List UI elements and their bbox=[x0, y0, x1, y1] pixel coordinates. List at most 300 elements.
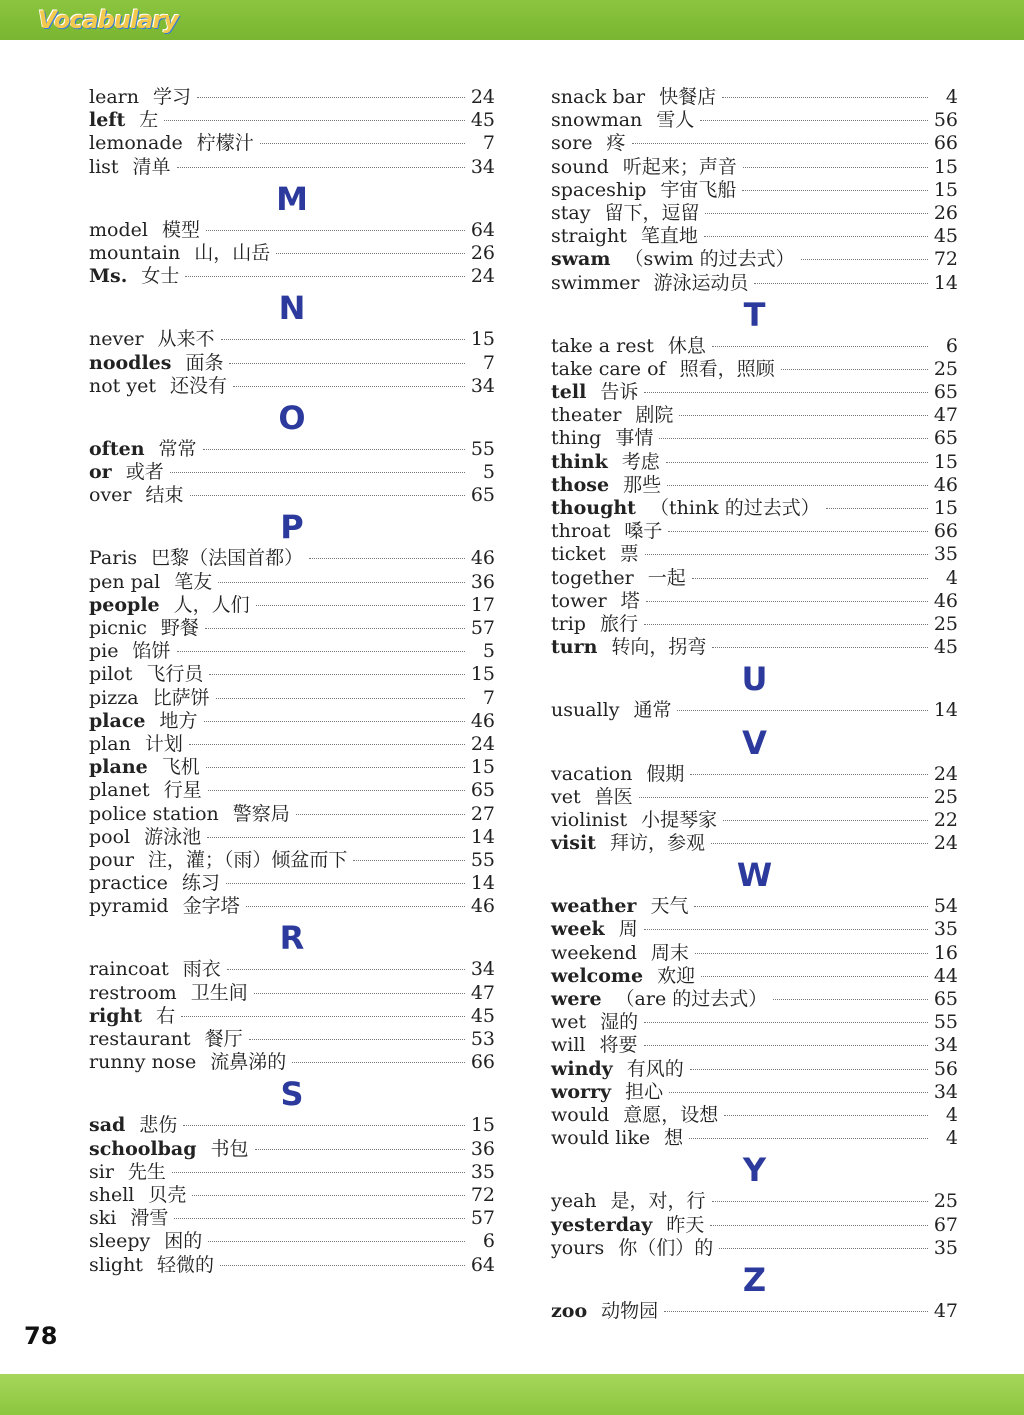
entry-page: 25 bbox=[933, 1190, 958, 1213]
entry-meaning: 兽医 bbox=[594, 785, 633, 808]
entry-meaning: 拜访，参观 bbox=[609, 832, 705, 855]
vocabulary-entry bbox=[551, 179, 958, 202]
entry-meaning: 女士 bbox=[141, 265, 180, 288]
entry-meaning: 计划 bbox=[144, 732, 183, 755]
dot-leader bbox=[668, 531, 927, 532]
entry-meaning: 比萨饼 bbox=[152, 686, 210, 709]
entry-word: were bbox=[551, 988, 602, 1010]
entry-page: 14 bbox=[933, 699, 958, 722]
vocabulary-entry bbox=[89, 1051, 495, 1074]
dot-leader bbox=[183, 1125, 465, 1126]
entry-word: often bbox=[89, 437, 145, 460]
vocabulary-entry bbox=[551, 786, 958, 809]
dot-leader bbox=[255, 1149, 465, 1150]
dot-leader bbox=[170, 472, 465, 473]
entry-page: 35 bbox=[470, 1160, 495, 1183]
section-letter: O bbox=[278, 398, 306, 437]
entry-word: yours bbox=[551, 1236, 605, 1259]
entry-meaning: 假期 bbox=[646, 762, 685, 785]
entry-page: 24 bbox=[933, 832, 958, 855]
vocabulary-entry bbox=[89, 663, 495, 686]
entry-meaning: 那些 bbox=[623, 473, 662, 496]
vocabulary-entry bbox=[551, 763, 958, 786]
entry-meaning: 雪人 bbox=[656, 109, 695, 132]
entry-meaning: 警察局 bbox=[232, 802, 290, 825]
entry-word: week bbox=[551, 918, 605, 941]
dot-leader bbox=[646, 601, 928, 602]
vocabulary-entry bbox=[89, 756, 495, 779]
entry-page: 15 bbox=[470, 1114, 495, 1137]
entry-word: pool bbox=[89, 825, 131, 848]
section-letter: T bbox=[743, 295, 766, 334]
entry-word: will bbox=[551, 1034, 586, 1057]
entry-page: 14 bbox=[470, 825, 495, 848]
entry-meaning: 剧院 bbox=[635, 404, 674, 427]
dot-leader bbox=[666, 462, 928, 463]
dot-leader bbox=[645, 554, 928, 555]
dot-leader bbox=[164, 120, 465, 121]
entry-page: 24 bbox=[470, 86, 495, 108]
vocabulary-entry bbox=[89, 265, 495, 288]
entry-word: windy bbox=[551, 1057, 613, 1080]
entry-word: right bbox=[89, 1004, 143, 1027]
dot-leader bbox=[229, 363, 465, 364]
entry-word: ski bbox=[89, 1207, 117, 1230]
entry-meaning: 票 bbox=[619, 543, 639, 566]
entry-page: 5 bbox=[482, 640, 495, 663]
entry-page: 55 bbox=[470, 848, 495, 871]
dot-leader bbox=[204, 721, 465, 722]
entry-meaning: 清单 bbox=[132, 155, 171, 178]
entry-word: plane bbox=[89, 756, 148, 779]
entry-page: 35 bbox=[933, 1236, 958, 1259]
entry-word: snowman bbox=[551, 109, 643, 132]
vocabulary-entry bbox=[89, 872, 495, 895]
entry-word: worry bbox=[551, 1080, 612, 1103]
entry-word: police station bbox=[89, 802, 219, 825]
entry-meaning: 结束 bbox=[145, 484, 184, 507]
entry-page: 25 bbox=[933, 612, 958, 635]
entry-word: restaurant bbox=[89, 1028, 191, 1050]
vocabulary-entry bbox=[551, 86, 958, 109]
entry-word: over bbox=[89, 484, 132, 507]
entry-page: 47 bbox=[933, 404, 958, 427]
entry-word: spaceship bbox=[551, 178, 647, 201]
entry-word: tower bbox=[551, 589, 607, 612]
entry-meaning: 滑雪 bbox=[130, 1207, 169, 1230]
dot-leader bbox=[203, 449, 465, 450]
entry-meaning: 告诉 bbox=[600, 381, 639, 404]
entry-meaning: 将要 bbox=[599, 1034, 638, 1057]
vocabulary-entry bbox=[551, 272, 958, 295]
entry-page: 25 bbox=[933, 785, 958, 808]
dot-leader bbox=[704, 236, 928, 237]
entry-meaning: 欢迎 bbox=[657, 964, 696, 987]
entry-page: 46 bbox=[933, 473, 958, 496]
dot-leader bbox=[216, 698, 465, 699]
entry-word: vacation bbox=[551, 762, 633, 785]
entry-page: 5 bbox=[482, 461, 495, 484]
entry-meaning: 轻微的 bbox=[156, 1253, 214, 1276]
vocabulary-entry bbox=[89, 1184, 495, 1207]
entry-page: 34 bbox=[470, 374, 495, 397]
vocabulary-entry bbox=[89, 461, 495, 484]
vocabulary-entry bbox=[551, 590, 958, 613]
dot-leader bbox=[712, 346, 928, 347]
entry-word: sore bbox=[551, 132, 593, 155]
entry-word: list bbox=[89, 155, 119, 178]
entry-word: tell bbox=[551, 381, 587, 404]
vocabulary-entry bbox=[89, 895, 495, 918]
entry-word: pilot bbox=[89, 663, 133, 686]
entry-word: pizza bbox=[89, 686, 139, 709]
entry-meaning: 飞行员 bbox=[146, 663, 204, 686]
vocabulary-entry bbox=[551, 636, 958, 659]
entry-word: ticket bbox=[551, 543, 606, 566]
entry-page: 66 bbox=[933, 520, 958, 543]
dot-leader bbox=[690, 774, 927, 775]
dot-leader bbox=[181, 1016, 465, 1017]
entry-page: 24 bbox=[470, 732, 495, 755]
entry-page: 35 bbox=[933, 543, 958, 566]
entry-word: restroom bbox=[89, 981, 177, 1004]
vocabulary-entry bbox=[551, 497, 958, 520]
dot-leader bbox=[692, 578, 928, 579]
entry-meaning: 担心 bbox=[625, 1080, 664, 1103]
entry-page: 4 bbox=[945, 1127, 958, 1150]
entry-page: 26 bbox=[933, 201, 958, 224]
entry-page: 47 bbox=[933, 1299, 958, 1322]
entry-meaning: 学习 bbox=[152, 86, 191, 108]
entry-word: place bbox=[89, 709, 146, 732]
entry-meaning: （swim 的过去式） bbox=[624, 248, 795, 271]
entry-page: 55 bbox=[470, 437, 495, 460]
vocabulary-entry bbox=[89, 86, 495, 109]
entry-word: visit bbox=[551, 832, 596, 855]
entry-page: 7 bbox=[482, 132, 495, 155]
entry-meaning: 悲伤 bbox=[139, 1114, 178, 1137]
entry-word: yesterday bbox=[551, 1213, 653, 1236]
entry-page: 15 bbox=[933, 155, 958, 178]
vocabulary-entry bbox=[551, 1190, 958, 1213]
entry-meaning: 快餐店 bbox=[659, 86, 717, 108]
entry-meaning: 宇宙飞船 bbox=[660, 178, 737, 201]
entry-page: 36 bbox=[470, 570, 495, 593]
entry-page: 56 bbox=[933, 109, 958, 132]
dot-leader bbox=[205, 628, 465, 629]
vocabulary-entry bbox=[89, 779, 495, 802]
dot-leader bbox=[723, 820, 928, 821]
page-number: 78 bbox=[24, 1322, 58, 1350]
dot-leader bbox=[773, 999, 928, 1000]
dot-leader bbox=[701, 976, 928, 977]
dot-leader bbox=[177, 167, 465, 168]
entry-page: 34 bbox=[470, 958, 495, 981]
vocabulary-entry bbox=[551, 202, 958, 225]
entry-page: 35 bbox=[933, 918, 958, 941]
entry-meaning: 或者 bbox=[125, 461, 164, 484]
vocabulary-entry bbox=[551, 1081, 958, 1104]
entry-word: sleepy bbox=[89, 1230, 151, 1253]
dot-leader bbox=[276, 253, 465, 254]
entry-meaning: 游泳池 bbox=[144, 825, 202, 848]
entry-meaning: 先生 bbox=[127, 1160, 166, 1183]
dot-leader bbox=[711, 843, 928, 844]
entry-page: 15 bbox=[470, 328, 495, 351]
entry-word: practice bbox=[89, 872, 168, 895]
entry-word: schoolbag bbox=[89, 1137, 197, 1160]
entry-word: usually bbox=[551, 699, 620, 722]
entry-word: turn bbox=[551, 636, 598, 659]
entry-meaning: 游泳运动员 bbox=[653, 271, 749, 294]
vocabulary-entry bbox=[89, 156, 495, 179]
vocabulary-entry bbox=[551, 1127, 958, 1150]
entry-page: 14 bbox=[933, 271, 958, 294]
dot-leader bbox=[724, 1115, 928, 1116]
entry-word: mountain bbox=[89, 241, 181, 264]
vocabulary-entry bbox=[89, 687, 495, 710]
entry-meaning: 馅饼 bbox=[132, 640, 171, 663]
entry-meaning: 想 bbox=[664, 1127, 684, 1150]
entry-word: pour bbox=[89, 848, 134, 871]
entry-meaning: 困的 bbox=[164, 1230, 203, 1253]
entry-meaning: 照看，照顾 bbox=[679, 357, 775, 380]
entry-page: 6 bbox=[482, 1230, 495, 1253]
vocabulary-entry bbox=[551, 613, 958, 636]
dot-leader bbox=[710, 1225, 927, 1226]
entry-page: 45 bbox=[933, 636, 958, 659]
entry-page: 15 bbox=[470, 756, 495, 779]
dot-leader bbox=[208, 1241, 465, 1242]
vocabulary-entry bbox=[551, 520, 958, 543]
vocabulary-entry bbox=[89, 1028, 495, 1051]
dot-leader bbox=[189, 744, 465, 745]
dot-leader bbox=[246, 906, 465, 907]
entry-page: 65 bbox=[933, 381, 958, 404]
entry-meaning: 巴黎（法国首都） bbox=[151, 547, 304, 570]
entry-word: people bbox=[89, 593, 160, 616]
entry-page: 22 bbox=[933, 808, 958, 831]
entry-page: 34 bbox=[470, 155, 495, 178]
section-letter: U bbox=[741, 660, 768, 699]
entry-page: 14 bbox=[470, 872, 495, 895]
entry-page: 7 bbox=[482, 351, 495, 374]
vocabulary-entry bbox=[89, 640, 495, 663]
entry-word: snack bar bbox=[551, 86, 646, 108]
entry-meaning: 周末 bbox=[650, 941, 689, 964]
entry-meaning: 塔 bbox=[620, 589, 640, 612]
vocabulary-entry bbox=[551, 335, 958, 358]
dot-leader bbox=[632, 143, 928, 144]
vocabulary-entry bbox=[551, 567, 958, 590]
vocabulary-entry bbox=[89, 1161, 495, 1184]
entry-page: 4 bbox=[945, 566, 958, 589]
entry-page: 36 bbox=[470, 1137, 495, 1160]
entry-page: 45 bbox=[470, 109, 495, 132]
vocabulary-entry bbox=[89, 803, 495, 826]
dot-leader bbox=[689, 1138, 928, 1139]
vocabulary-entry bbox=[89, 484, 495, 507]
vocabulary-entry bbox=[551, 451, 958, 474]
entry-meaning: （are 的过去式） bbox=[615, 988, 768, 1010]
entry-page: 57 bbox=[470, 617, 495, 639]
entry-meaning: 面条 bbox=[185, 351, 224, 374]
dot-leader bbox=[754, 283, 927, 284]
vocabulary-entry bbox=[551, 474, 958, 497]
entry-word: trip bbox=[551, 612, 586, 635]
vocabulary-entry bbox=[551, 809, 958, 832]
vocabulary-entry bbox=[89, 352, 495, 375]
entry-word: planet bbox=[89, 779, 150, 802]
vocabulary-entry bbox=[551, 988, 958, 1011]
vocabulary-entry bbox=[89, 1254, 495, 1277]
entry-meaning: 疼 bbox=[606, 132, 626, 155]
vocabulary-entry bbox=[89, 958, 495, 981]
entry-page: 65 bbox=[470, 484, 495, 507]
section-letter: W bbox=[736, 856, 773, 895]
entry-word: yeah bbox=[551, 1190, 597, 1213]
entry-page: 24 bbox=[933, 762, 958, 785]
entry-page: 53 bbox=[470, 1028, 495, 1050]
section-letter: M bbox=[276, 179, 308, 218]
vocabulary-entry bbox=[89, 219, 495, 242]
entry-word: would bbox=[551, 1103, 610, 1126]
dot-leader bbox=[712, 1201, 928, 1202]
entry-meaning: 小提琴家 bbox=[641, 808, 718, 831]
entry-word: weekend bbox=[551, 941, 637, 964]
dot-leader bbox=[801, 259, 928, 260]
dot-leader bbox=[677, 710, 927, 711]
dot-leader bbox=[227, 969, 465, 970]
entry-meaning: 事情 bbox=[615, 427, 654, 450]
vocabulary-entry bbox=[551, 1034, 958, 1057]
vocabulary-entry bbox=[551, 225, 958, 248]
vocabulary-entry bbox=[551, 156, 958, 179]
dot-leader bbox=[659, 438, 927, 439]
entry-word: pie bbox=[89, 640, 119, 663]
entry-meaning: 嗓子 bbox=[624, 520, 663, 543]
entry-page: 15 bbox=[933, 497, 958, 519]
dot-leader bbox=[644, 1022, 928, 1023]
entry-word: not yet bbox=[89, 374, 156, 397]
entry-page: 56 bbox=[933, 1057, 958, 1080]
dot-leader bbox=[249, 1039, 465, 1040]
entry-meaning: 你（们）的 bbox=[618, 1236, 714, 1259]
entry-meaning: 还没有 bbox=[169, 374, 227, 397]
vocabulary-entry bbox=[89, 1114, 495, 1137]
entry-page: 64 bbox=[470, 1253, 495, 1276]
entry-word: sir bbox=[89, 1160, 114, 1183]
entry-page: 27 bbox=[470, 802, 495, 825]
entry-meaning: 笔直地 bbox=[640, 225, 698, 248]
header-bar bbox=[0, 0, 1024, 40]
entry-word: shell bbox=[89, 1183, 135, 1206]
entry-page: 67 bbox=[933, 1213, 958, 1236]
section-letter: V bbox=[742, 723, 767, 762]
dot-leader bbox=[719, 1248, 928, 1249]
entry-page: 6 bbox=[945, 334, 958, 357]
entry-meaning: 休息 bbox=[667, 334, 706, 357]
vocabulary-entry bbox=[551, 1300, 958, 1323]
entry-meaning: 练习 bbox=[181, 872, 220, 895]
vocabulary-entry bbox=[551, 132, 958, 155]
entry-page: 46 bbox=[470, 709, 495, 732]
dot-leader bbox=[226, 883, 465, 884]
entry-meaning: （think 的过去式） bbox=[649, 497, 820, 519]
dot-leader bbox=[190, 495, 465, 496]
entry-page: 26 bbox=[470, 241, 495, 264]
vocabulary-logo: Vocabulary bbox=[38, 6, 178, 34]
entry-page: 24 bbox=[470, 265, 495, 288]
entry-meaning: 意愿，设想 bbox=[623, 1103, 719, 1126]
dot-leader bbox=[700, 120, 928, 121]
section-letter: R bbox=[279, 919, 305, 958]
entry-word: slight bbox=[89, 1253, 143, 1276]
entry-word: take care of bbox=[551, 357, 666, 380]
dot-leader bbox=[208, 790, 465, 791]
vocabulary-column-right bbox=[551, 86, 958, 1323]
dot-leader bbox=[254, 993, 465, 994]
vocabulary-entry bbox=[89, 242, 495, 265]
entry-word: would like bbox=[551, 1127, 651, 1150]
entry-meaning: 动物园 bbox=[601, 1299, 659, 1322]
dot-leader bbox=[172, 1172, 465, 1173]
entry-word: pen pal bbox=[89, 570, 161, 593]
vocabulary-entry bbox=[89, 710, 495, 733]
dot-leader bbox=[233, 386, 465, 387]
entry-meaning: 飞机 bbox=[161, 756, 200, 779]
entry-meaning: 右 bbox=[156, 1004, 176, 1027]
entry-word: weather bbox=[551, 895, 637, 918]
dot-leader bbox=[695, 953, 928, 954]
entry-meaning: 留下，逗留 bbox=[604, 201, 700, 224]
entry-word: thought bbox=[551, 497, 636, 519]
dot-leader bbox=[679, 415, 927, 416]
entry-page: 44 bbox=[933, 964, 958, 987]
entry-page: 46 bbox=[933, 589, 958, 612]
vocabulary-entry bbox=[551, 109, 958, 132]
dot-leader bbox=[694, 906, 927, 907]
dot-leader bbox=[664, 1311, 928, 1312]
entry-meaning: 听起来；声音 bbox=[622, 155, 737, 178]
entry-word: wet bbox=[551, 1011, 587, 1034]
entry-page: 46 bbox=[470, 895, 495, 918]
vocabulary-entry bbox=[551, 248, 958, 271]
vocabulary-entry bbox=[551, 1237, 958, 1260]
entry-page: 57 bbox=[470, 1207, 495, 1230]
entry-meaning: 天气 bbox=[650, 895, 689, 918]
entry-page: 45 bbox=[470, 1004, 495, 1027]
entry-meaning: 一起 bbox=[647, 566, 686, 589]
dot-leader bbox=[197, 97, 465, 98]
entry-page: 25 bbox=[933, 357, 958, 380]
entry-meaning: 金字塔 bbox=[182, 895, 240, 918]
entry-word: theater bbox=[551, 404, 622, 427]
dot-leader bbox=[256, 605, 465, 606]
entry-word: Ms. bbox=[89, 265, 128, 288]
vocabulary-entry bbox=[551, 942, 958, 965]
section-letter: P bbox=[280, 508, 304, 547]
dot-leader bbox=[669, 1092, 928, 1093]
entry-word: take a rest bbox=[551, 334, 654, 357]
entry-word: model bbox=[89, 218, 148, 241]
entry-page: 64 bbox=[470, 218, 495, 241]
vocabulary-entry bbox=[89, 438, 495, 461]
entry-word: learn bbox=[89, 86, 139, 108]
entry-page: 72 bbox=[470, 1183, 495, 1206]
entry-meaning: 贝壳 bbox=[148, 1183, 187, 1206]
section-letter: N bbox=[278, 289, 306, 328]
